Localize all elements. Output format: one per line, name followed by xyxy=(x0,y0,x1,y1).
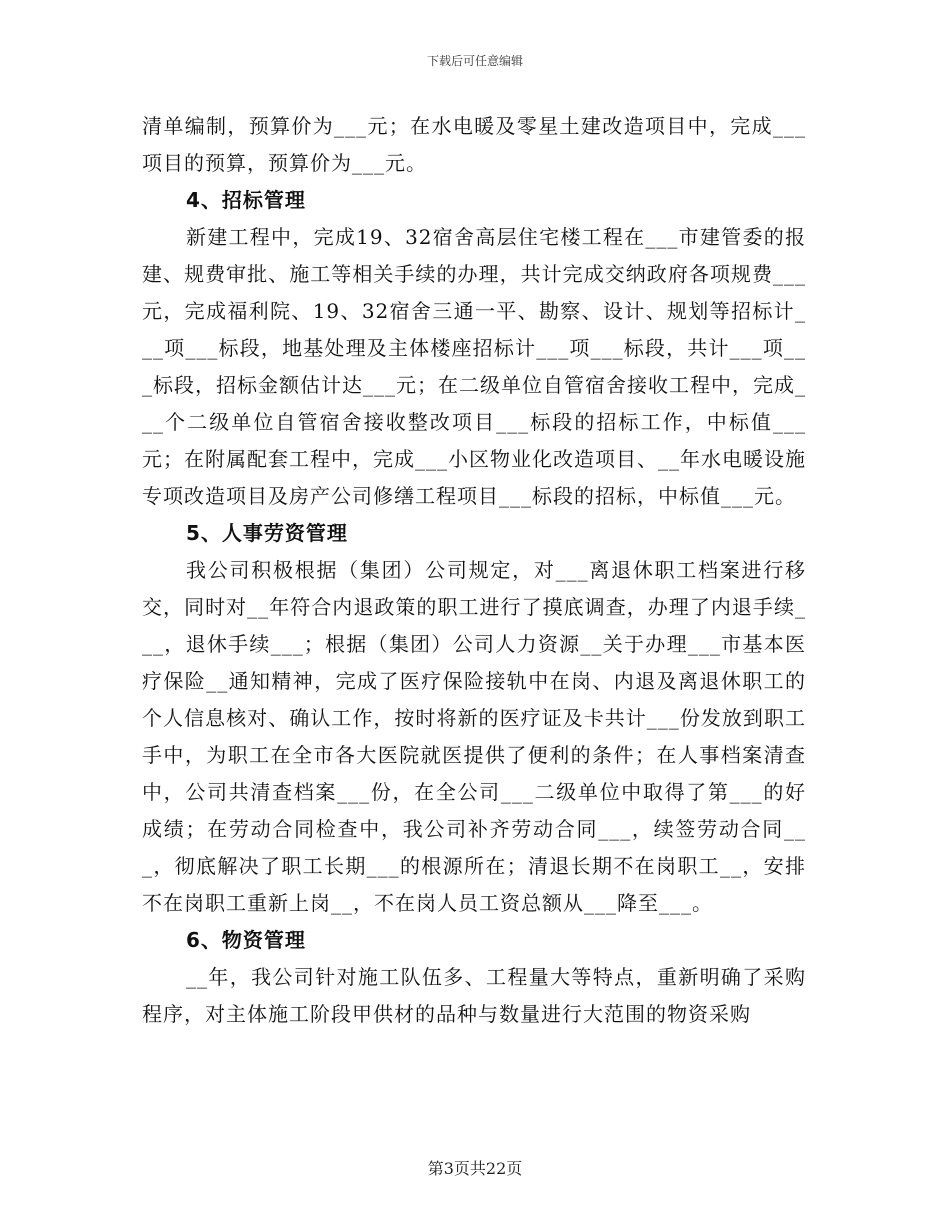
section-heading-materials: 6、物资管理 xyxy=(186,928,306,952)
paragraph-materials: __年，我公司针对施工队伍多、工程量大等特点，重新明确了采购程序，对主体施工阶段甲供材的品种与数量进行大范围的物资采购 xyxy=(142,965,806,1026)
section-heading-personnel: 5、人事劳资管理 xyxy=(186,521,348,545)
paragraph-bidding: 新建工程中，完成19、32宿舍高层住宅楼工程在___市建管委的报建、规费审批、施工等相关手续的办理，共计完成交纳政府各项规费___元，完成福利院、19、32宿舍三通一平、勘察、设计、规划等招标计___项___标段，地基处理及主体楼座招标计___项___标段，共计___项___标段，招标金额估计达___元；在二级单位自管宿舍接收工程中，完成___个二级单位自管宿舍接收整改项目___标段的招标工作，中标值___元；在附属配套工程中，完成___小区物业化改造项目、__年水电暖设施专项改造项目及房产公司修缮工程项目___标段的招标，中标值___元。 xyxy=(142,225,806,508)
paragraph-budget: 清单编制，预算价为___元；在水电暖及零星土建改造项目中，完成___项目的预算，预算价为___元。 xyxy=(142,114,806,175)
document-body xyxy=(142,108,806,1033)
page-header: 下载后可任意编辑 xyxy=(426,54,523,68)
page-number-footer: 第3页共22页 xyxy=(427,1159,523,1178)
section-heading-bidding: 4、招标管理 xyxy=(186,188,306,212)
paragraph-personnel: 我公司积极根据（集团）公司规定，对___离退休职工档案进行移交，同时对__年符合内退政策的职工进行了摸底调查，办理了内退手续___，退休手续___；根据（集团）公司人力资源__关于办理___市基本医疗保险__通知精神，完成了医疗保险接轨中在岗、内退及离退休职工的个人信息核对、确认工作，按时将新的医疗证及卡共计___份发放到职工手中，为职工在全市各大医院就医提供了便利的条件；在人事档案清查中，公司共清查档案___份，在全公司___二级单位中取得了第___的好成绩；在劳动合同检查中，我公司补齐劳动合同___，续签劳动合同___，彻底解决了职工长期___的根源所在；清退长期不在岗职工__，安排不在岗职工重新上岗__，不在岗人员工资总额从___降至___。 xyxy=(142,558,806,915)
